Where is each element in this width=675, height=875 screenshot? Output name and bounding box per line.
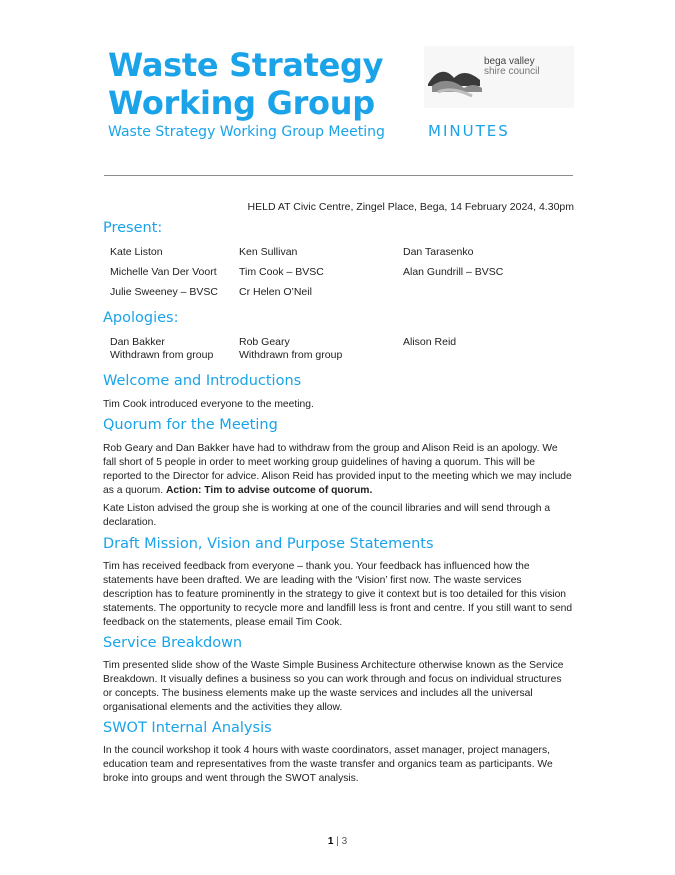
- apology-name: Rob Geary: [239, 336, 290, 348]
- service-heading: Service Breakdown: [103, 635, 243, 651]
- page-number: [0, 836, 675, 847]
- present-name: Julie Sweeney – BVSC: [110, 286, 218, 298]
- quorum-action: Action: Tim to advise outcome of quorum.: [165, 485, 373, 496]
- declaration-text: Kate Liston advised the group she is working at one of the council libraries and will send through a declaration.: [103, 503, 551, 528]
- service-text: Tim presented slide show of the Waste Simple Business Architecture otherwise known as the Service Breakdown. It visually defines a business so you can work through and focus on individual structures or concepts. The business elements make up the waste services and includes all the universal organisational elements and the activities they allow.: [103, 660, 564, 713]
- quorum-paragraph: [103, 442, 573, 498]
- present-name: Kate Liston: [110, 246, 163, 258]
- present-name: Cr Helen O’Neil: [239, 286, 312, 298]
- logo-mountains-icon: [424, 46, 486, 108]
- present-name: Tim Cook – BVSC: [239, 266, 324, 278]
- mission-text: Tim has received feedback from everyone – thank you. Your feedback has influenced how the statements have been drafted. We are leading with the ‘Vision’ first now. The waste services description has to feature prominently in the strategy to give it context but is too detailed for this vision statements. The opportunity to recycle more and landfill less is front and centre. If you still want to send feedback on the statements, please email Tim Cook.: [103, 561, 573, 628]
- apology-name: Dan Bakker: [110, 336, 165, 348]
- page-current: 1: [327, 836, 334, 847]
- present-heading: Present:: [103, 220, 163, 236]
- header-divider: [104, 175, 573, 176]
- page-total: 3: [341, 836, 348, 847]
- apology-name: Alison Reid: [403, 336, 457, 348]
- present-name: Michelle Van Der Voort: [110, 266, 217, 278]
- present-name: Alan Gundrill – BVSC: [403, 266, 504, 278]
- mission-heading: Draft Mission, Vision and Purpose Statements: [103, 536, 434, 552]
- welcome-text: Tim Cook introduced everyone to the meeting.: [103, 399, 314, 410]
- council-logo: [424, 46, 574, 108]
- swot-heading: SWOT Internal Analysis: [103, 720, 272, 736]
- apology-note: Withdrawn from group: [239, 349, 343, 361]
- swot-text: In the council workshop it took 4 hours with waste coordinators, asset manager, project managers, education team and representatives from the waste transfer and organics team as participants. We broke into groups and went through the SWOT analysis.: [103, 745, 553, 784]
- meeting-location-date: HELD AT Civic Centre, Zingel Place, Bega, 14 February 2024, 4.30pm: [247, 201, 574, 213]
- quorum-heading: Quorum for the Meeting: [103, 417, 278, 433]
- logo-line-1: bega valley: [484, 56, 535, 67]
- title-line-1: Waste Strategy: [108, 46, 384, 84]
- page-separator: |: [333, 836, 342, 847]
- document-title: [108, 46, 383, 122]
- present-name: Ken Sullivan: [239, 246, 298, 258]
- minutes-label: MINUTES: [428, 122, 510, 140]
- quorum-text: Rob Geary and Dan Bakker have had to withdraw from the group and Alison Reid is an apology. We fall short of 5 people in order to meet working group guidelines of having a quorum. This will be reported to the Director for advice. Alison Reid has provided input to the meeting which we may include as a quorum.: [103, 443, 572, 496]
- meeting-subtitle: Waste Strategy Working Group Meeting: [108, 124, 385, 140]
- apologies-heading: Apologies:: [103, 310, 179, 326]
- logo-text: [484, 57, 540, 77]
- title-line-2: Working Group: [108, 84, 375, 122]
- logo-line-2: shire council: [484, 66, 540, 77]
- present-name: Dan Tarasenko: [403, 246, 474, 258]
- apology-note: Withdrawn from group: [110, 349, 214, 361]
- welcome-heading: Welcome and Introductions: [103, 373, 302, 389]
